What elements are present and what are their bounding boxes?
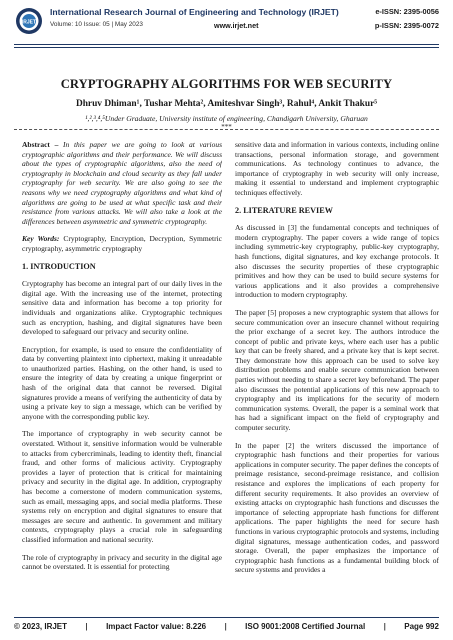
keywords-label: Key Words: xyxy=(22,234,60,244)
footer-copyright: © 2023, IRJET xyxy=(14,622,68,631)
keywords-paragraph xyxy=(22,234,222,253)
left-column xyxy=(22,140,222,610)
section-heading-literature-review: 2. LITERATURE REVIEW xyxy=(235,205,333,215)
abstract-label: Abstract – xyxy=(22,140,59,149)
title-separator-stars: *** xyxy=(221,123,232,131)
e-issn: e-ISSN: 2395-0056 xyxy=(375,7,439,16)
footer-separator: | xyxy=(85,622,88,631)
volume-issue-date: Volume: 10 Issue: 05 | May 2023 xyxy=(50,21,143,28)
irjet-logo-icon xyxy=(14,6,44,36)
journal-name: International Research Journal of Engineering and Technology (IRJET) xyxy=(50,7,339,17)
intro-paragraph-4: The role of cryptography in privacy and security in the digital age cannot be overstated. It is essential for protecting xyxy=(22,552,222,572)
p-issn: p-ISSN: 2395-0072 xyxy=(374,21,439,30)
paper-title: CRYPTOGRAPHY ALGORITHMS FOR WEB SECURITY xyxy=(60,77,393,91)
paper-authors: Dhruv Dhiman¹, Tushar Mehta², Amiteshvar Singh³, Rahul⁴, Ankit Thakur⁵ xyxy=(75,99,378,109)
header-divider-secondary xyxy=(14,47,439,48)
right-column xyxy=(235,140,439,610)
literature-paragraph-2: The paper [5] proposes a new cryptographic system that allows for secure communication over an insecure channel without requiring the prior exchange of a secret key. The authors introduce the concept of public and private keys, where each user has a public key that can be freely shared, and a private key that is kept secret. They demonstrate how this approach can be used to solve key distribution problems and enable secure communication between parties without needing to share a secret key beforehand. The paper also discusses the potential applications of this new approach to cryptography and its implications for the security of modern communication systems. Overall, the paper is a seminal work that has had a significant impact on the field of cryptography and computer security. xyxy=(235,307,439,433)
literature-paragraph-3: In the paper [2] the writers discussed the importance of cryptographic hash functions and their properties for various applications in computer security. The paper defines the concepts of preimage resistance, second-preimage resistance, and collision resistance and explores the implications of each property for different security requirements. It also provides an overview of existing attacks on cryptographic hash functions and discusses the importance of selecting appropriate hash functions for different applications. The paper highlights the need for secure hash functions in various cryptographic protocols and systems, including digital signatures, message authentication codes, and password storage. Overall, the paper emphasizes the importance of cryptographic hash functions as a fundamental building block of secure systems and provides a xyxy=(235,440,439,575)
literature-paragraph-1: As discussed in [3] the fundamental concepts and techniques of modern cryptography. The paper covers a wide range of topics including symmetric-key cryptography, public-key cryptography, hash functions, digital signatures, and key exchange protocols. It also discusses the security properties of these cryptographic primitives and how they can be used to build secure systems for various applications and it also provides a comprehensive introduction to modern cryptography. xyxy=(235,223,439,300)
intro-paragraph-continued: sensitive data and information in various contexts, including online transactions, personal information storage, and government communications. As technology continues to advance, the importance of cryptography in web security will only increase, making it essential to understand and implement cryptographic techniques effectively. xyxy=(235,140,439,197)
author-affiliation: ¹,²,³,⁴,⁵Under Graduate, University institute of engineering, Chandigarh University, Gharuan xyxy=(85,114,368,123)
journal-website-link[interactable]: www.irjet.net xyxy=(214,21,259,30)
footer-iso: ISO 9001:2008 Certified Journal xyxy=(245,622,366,631)
footer-separator: | xyxy=(383,622,386,631)
footer-divider xyxy=(14,617,439,618)
keywords-text: Cryptography, Encryption, Decryption, Symmetric cryptography, asymmetric cryptography xyxy=(22,234,222,253)
intro-paragraph-2: Encryption, for example, is used to ensure the confidentiality of data by converting plaintext into ciphertext, making it unreadable to unauthorized parties. Hashing, on the other hand, is used to ensure the integrity of data by creating a unique fingerprint or hash of the original data that cannot be reversed. Digital signatures provide a means of verifying the authenticity of data by using a private key to sign a message, which can be verified by anyone with the corresponding public key. xyxy=(22,344,222,421)
footer-page-number: Page 992 xyxy=(404,622,439,631)
header-divider xyxy=(14,44,439,45)
intro-paragraph-3: The importance of cryptography in web security cannot be overstated. Without it, sensitive information would be vulnerable to attacks from cybercriminals, leading to identity theft, financial fraud, and other forms of malicious activity. Cryptography provides a layer of protection that is critical for maintaining privacy and security in the digital age. In addition, cryptography has become a cornerstone of modern communication systems, such as email, messaging apps, and social media platforms. These systems rely on encryption and digital signatures to ensure that messages are secure and authentic. In government and military contexts, cryptography plays a crucial role in safeguarding classified information and national security. xyxy=(22,429,222,544)
journal-header xyxy=(14,4,439,42)
section-heading-introduction: 1. INTRODUCTION xyxy=(22,261,96,271)
footer-separator: | xyxy=(224,622,227,631)
page-footer xyxy=(14,622,439,631)
abstract-text: In this paper we are going to look at various cryptographic algorithms and their performance. We will discuss about the types of cryptographic algorithms, also the need of cryptography in blockchain and cloud security as they fall under cryptography for web security. We are also going to see the reasons why we need cryptography algorithms and what kind of algorithms are going to be used at what specific task and their resistance from various attacks. We will also take a look at the differences between asymmetric and symmetric cryptography. xyxy=(22,140,222,226)
abstract-paragraph xyxy=(22,140,222,226)
logo-text: IRJET xyxy=(21,19,37,26)
footer-impact-factor: Impact Factor value: 8.226 xyxy=(106,622,207,631)
intro-paragraph-1: Cryptography has become an integral part of our daily lives in the digital age. With the increasing use of the internet, protecting sensitive data and information has become a top priority for individuals and organizations alike. Cryptographic techniques such as encryption, hashing, and digital signatures have been developed to safeguard our privacy and security online. xyxy=(22,279,222,337)
